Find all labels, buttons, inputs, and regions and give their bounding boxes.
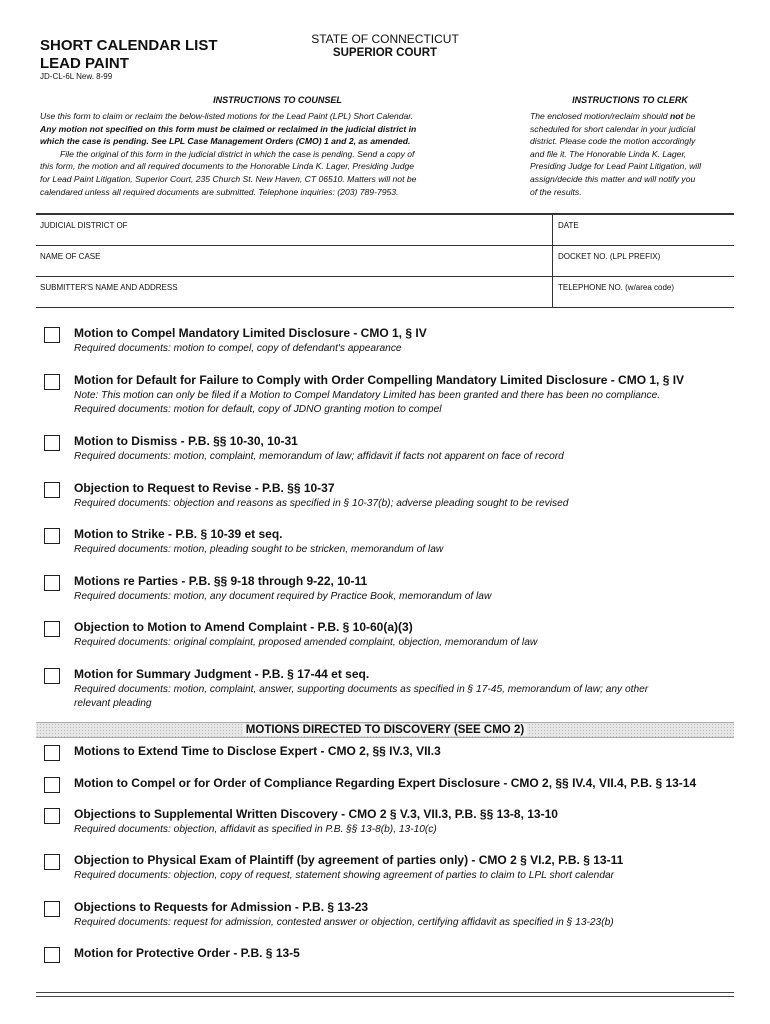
state-name: STATE OF CONNECTICUT [311,32,459,46]
motion-title: Objection to Request to Revise - P.B. §§ 10-37 [74,481,335,495]
counsel-line: Use this form to claim or reclaim the below-listed motions for the Lead Paint (LPL) Short Calendar. [40,111,414,121]
motion-checkbox[interactable] [44,528,60,544]
motion-checkbox[interactable] [44,374,60,390]
counsel-line: File the original of this form in the judicial district in which the case is pending. Send a copy of [60,148,415,159]
case-name-field[interactable]: NAME OF CASE [40,252,101,261]
discovery-section-header [36,722,734,738]
motion-description: Required documents: objection, affidavit as specified in P.B. §§ 13-8(b), 13-10(c) [74,824,437,835]
motion-checkbox[interactable] [44,482,60,498]
motion-title: Objection to Physical Exam of Plaintiff (by agreement of parties only) - CMO 2 § VI.2, P.B. § 13-11 [74,853,624,867]
motion-title: Motion to Dismiss - P.B. §§ 10-30, 10-31 [74,434,298,448]
counsel-instructions-heading: INSTRUCTIONS TO COUNSEL [213,95,342,105]
motion-title: Objections to Supplemental Written Discovery - CMO 2 § V.3, VII.3, P.B. §§ 13-8, 13-10 [74,807,558,821]
motion-title: Motion to Compel Mandatory Limited Disclosure - CMO 1, § IV [74,326,427,340]
counsel-line: calendared unless all required documents are submitted. Telephone inquiries: (203) 789-7953. [40,186,399,197]
motion-title: Motion to Strike - P.B. § 10-39 et seq. [74,527,283,541]
clerk-line: Presiding Judge for Lead Paint Litigation, will [530,161,702,172]
field-row-case [36,245,734,277]
motion-description: Required documents: motion, complaint, answer, supporting documents as specified in § 17-45, memorandum of law; any other relevant pleading [74,684,649,709]
submitter-field[interactable]: SUBMITTER'S NAME AND ADDRESS [40,283,178,292]
motion-checkbox[interactable] [44,901,60,917]
motion-checkbox[interactable] [44,808,60,824]
motion-checkbox[interactable] [44,947,60,963]
docket-number-field[interactable]: DOCKET NO. (LPL PREFIX) [558,252,661,261]
motion-title: Motions to Extend Time to Disclose Expert - CMO 2, §§ IV.3, VII.3 [74,744,441,758]
clerk-line: of the results. [530,186,582,197]
clerk-line: The enclosed motion/reclaim should not be [530,111,696,121]
case-info-box [36,213,734,308]
clerk-line: scheduled for short calendar in your judicial [530,123,696,134]
clerk-instructions-heading: INSTRUCTIONS TO CLERK [572,95,688,105]
motion-checkbox[interactable] [44,575,60,591]
motion-description: Required documents: motion to compel, copy of defendant's appearance [74,343,402,354]
motion-description: Required documents: objection and reasons as specified in § 10-37(b); adverse pleading sought to be revised [74,498,569,509]
motion-checkbox[interactable] [44,745,60,761]
counsel-line: Any motion not specified on this form must be claimed or reclaimed in the judicial district in [40,123,417,134]
telephone-field[interactable]: TELEPHONE NO. (w/area code) [558,283,675,292]
clerk-line: and file it. The Honorable Linda K. Lager, [530,148,687,159]
court-header [280,32,490,60]
motion-description: Required documents: motion, complaint, memorandum of law; affidavit if facts not apparent on face of record [74,451,564,462]
motion-description: Required documents: original complaint, proposed amended complaint, objection, memorandum of law [74,637,538,648]
motion-checkbox[interactable] [44,854,60,870]
form-number: JD-CL-6L New. 8-99 [40,72,113,81]
form-title-line1: SHORT CALENDAR LIST [40,37,218,54]
motion-description: Required documents: objection, copy of request, statement showing agreement of parties to claim to LPL short calendar [74,870,615,881]
motion-title: Motion for Summary Judgment - P.B. § 17-44 et seq. [74,667,370,681]
motion-checkbox[interactable] [44,435,60,451]
form-title-line2: LEAD PAINT [40,55,129,72]
form-title [40,37,218,73]
counsel-line: for Lead Paint Litigation, Superior Court, 235 Church St. New Haven, CT 06510. Matters will not be [40,173,417,184]
bottom-rule [36,992,734,997]
motion-title: Objections to Requests for Admission - P.B. § 13-23 [74,900,369,914]
date-field[interactable]: DATE [558,221,579,230]
court-name: SUPERIOR COURT [332,47,438,59]
judicial-district-field[interactable]: JUDICIAL DISTRICT OF [40,221,128,230]
motion-checkbox[interactable] [44,777,60,793]
clerk-line: assign/decide this matter and will notify you [530,173,696,184]
field-row-submitter [36,276,734,308]
motion-checkbox[interactable] [44,668,60,684]
motion-checkbox[interactable] [44,621,60,637]
motion-description: Note: This motion can only be filed if a Motion to Compel Mandatory Limited has been granted and there has been no compliance. Required documents: motion for default, copy of JDNO granting motion to compel [74,390,661,415]
field-row-district [36,214,734,246]
discovery-section-title: MOTIONS DIRECTED TO DISCOVERY (SEE CMO 2) [243,724,527,736]
motion-title: Motion for Default for Failure to Comply with Order Compelling Mandatory Limited Disclosure - CMO 1, § IV [74,373,685,387]
motion-title: Motions re Parties - P.B. §§ 9-18 through 9-22, 10-11 [74,574,368,588]
counsel-line: which the case is pending. See LPL Case Management Orders (CMO) 1 and 2, as amended. [40,136,411,147]
clerk-instructions [530,110,735,198]
motion-description: Required documents: motion, any document required by Practice Book, memorandum of law [74,591,492,602]
motion-title: Objection to Motion to Amend Complaint - P.B. § 10-60(a)(3) [74,620,413,634]
motion-description: Required documents: request for admission, contested answer or objection, certifying affidavit as specified in § 13-23(b) [74,917,614,928]
motion-title: Motion to Compel or for Order of Compliance Regarding Expert Disclosure - CMO 2, §§ IV.4, VII.4, P.B. § 13-14 [74,776,697,790]
motion-checkbox[interactable] [44,327,60,343]
motion-description: Required documents: motion, pleading sought to be stricken, memorandum of law [74,544,444,555]
motion-title: Motion for Protective Order - P.B. § 13-5 [74,946,300,960]
counsel-line: this form, the motion and all required documents to the Honorable Linda K. Lager, Presiding Judge [40,161,415,172]
counsel-instructions [40,110,520,198]
clerk-line: district. Please code the motion accordingly [530,136,696,147]
